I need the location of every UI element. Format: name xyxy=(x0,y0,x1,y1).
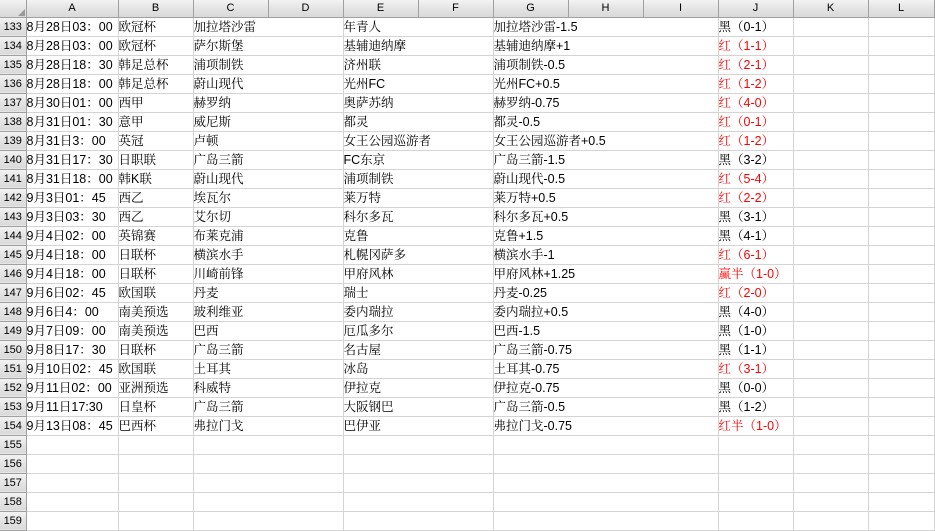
cell-date[interactable]: 8月31日01：30 xyxy=(26,112,118,131)
cell-home-team[interactable] xyxy=(193,511,343,530)
cell-date[interactable] xyxy=(26,435,118,454)
cell-league[interactable]: 日联杯 xyxy=(118,264,193,283)
row-header[interactable]: 157 xyxy=(0,473,26,492)
cell-empty-k[interactable] xyxy=(793,492,868,511)
cell-handicap[interactable]: 莱万特+0.5 xyxy=(493,188,718,207)
cell-away-team[interactable]: 济州联 xyxy=(343,55,493,74)
cell-league[interactable]: 西乙 xyxy=(118,188,193,207)
cell-date[interactable]: 8月31日18：00 xyxy=(26,169,118,188)
cell-date[interactable]: 9月4日18：00 xyxy=(26,245,118,264)
cell-away-team[interactable] xyxy=(343,511,493,530)
cell-handicap[interactable]: 丹麦-0.25 xyxy=(493,283,718,302)
cell-empty-k[interactable] xyxy=(793,150,868,169)
row-header[interactable]: 159 xyxy=(0,511,26,530)
table-row[interactable] xyxy=(0,283,934,302)
row-header[interactable]: 158 xyxy=(0,492,26,511)
cell-result[interactable]: 红（4-0） xyxy=(718,93,793,112)
cell-result[interactable] xyxy=(718,492,793,511)
cell-away-team[interactable]: 年青人 xyxy=(343,17,493,36)
cell-away-team[interactable]: 巴伊亚 xyxy=(343,416,493,435)
row-header[interactable]: 139 xyxy=(0,131,26,150)
cell-league[interactable]: 巴西杯 xyxy=(118,416,193,435)
cell-result[interactable]: 红（3-1） xyxy=(718,359,793,378)
cell-handicap[interactable]: 巴西-1.5 xyxy=(493,321,718,340)
cell-date[interactable]: 9月11日02：00 xyxy=(26,378,118,397)
cell-result[interactable]: 黑（4-1） xyxy=(718,226,793,245)
cell-handicap[interactable]: 甲府风林+1.25 xyxy=(493,264,718,283)
cell-empty-l[interactable] xyxy=(868,93,934,112)
column-header-K[interactable]: K xyxy=(793,0,868,17)
cell-result[interactable]: 红半（1-0） xyxy=(718,416,793,435)
cell-empty-l[interactable] xyxy=(868,492,934,511)
table-row[interactable] xyxy=(0,131,934,150)
table-row[interactable] xyxy=(0,55,934,74)
column-header-C[interactable]: C xyxy=(193,0,268,17)
cell-empty-k[interactable] xyxy=(793,340,868,359)
cell-date[interactable]: 8月30日01：00 xyxy=(26,93,118,112)
cell-date[interactable]: 9月4日02：00 xyxy=(26,226,118,245)
cell-empty-k[interactable] xyxy=(793,55,868,74)
column-header-E[interactable]: E xyxy=(343,0,418,17)
cell-empty-k[interactable] xyxy=(793,302,868,321)
cell-result[interactable]: 黑（1-2） xyxy=(718,397,793,416)
cell-result[interactable]: 红（1-2） xyxy=(718,131,793,150)
cell-empty-l[interactable] xyxy=(868,226,934,245)
row-header[interactable]: 151 xyxy=(0,359,26,378)
cell-away-team[interactable]: 厄瓜多尔 xyxy=(343,321,493,340)
cell-empty-l[interactable] xyxy=(868,359,934,378)
row-header[interactable]: 136 xyxy=(0,74,26,93)
cell-league[interactable]: 欧国联 xyxy=(118,283,193,302)
cell-empty-l[interactable] xyxy=(868,169,934,188)
cell-date[interactable]: 8月28日18：30 xyxy=(26,55,118,74)
cell-empty-k[interactable] xyxy=(793,416,868,435)
cell-date[interactable]: 9月10日02：45 xyxy=(26,359,118,378)
cell-home-team[interactable] xyxy=(193,435,343,454)
cell-league[interactable]: 亚洲预选 xyxy=(118,378,193,397)
cell-date[interactable]: 9月6日02：45 xyxy=(26,283,118,302)
table-row[interactable] xyxy=(0,188,934,207)
cell-result[interactable] xyxy=(718,454,793,473)
cell-empty-l[interactable] xyxy=(868,207,934,226)
select-all-corner[interactable] xyxy=(0,0,26,17)
cell-home-team[interactable]: 蔚山现代 xyxy=(193,169,343,188)
row-header[interactable]: 134 xyxy=(0,36,26,55)
cell-date[interactable]: 8月28日18：00 xyxy=(26,74,118,93)
column-header-G[interactable]: G xyxy=(493,0,568,17)
cell-home-team[interactable]: 丹麦 xyxy=(193,283,343,302)
row-header[interactable]: 143 xyxy=(0,207,26,226)
cell-empty-l[interactable] xyxy=(868,511,934,530)
table-row[interactable] xyxy=(0,302,934,321)
cell-handicap[interactable] xyxy=(493,473,718,492)
cell-home-team[interactable]: 艾尔切 xyxy=(193,207,343,226)
cell-empty-k[interactable] xyxy=(793,454,868,473)
cell-empty-k[interactable] xyxy=(793,359,868,378)
cell-away-team[interactable] xyxy=(343,435,493,454)
cell-empty-l[interactable] xyxy=(868,245,934,264)
cell-league[interactable]: 日联杯 xyxy=(118,340,193,359)
cell-empty-l[interactable] xyxy=(868,188,934,207)
cell-handicap[interactable]: 土耳其-0.75 xyxy=(493,359,718,378)
cell-away-team[interactable]: 光州FC xyxy=(343,74,493,93)
cell-home-team[interactable]: 弗拉门戈 xyxy=(193,416,343,435)
cell-empty-k[interactable] xyxy=(793,207,868,226)
cell-league[interactable]: 西乙 xyxy=(118,207,193,226)
cell-result[interactable]: 红（2-0） xyxy=(718,283,793,302)
cell-away-team[interactable]: FC东京 xyxy=(343,150,493,169)
cell-date[interactable]: 9月3日03：30 xyxy=(26,207,118,226)
cell-empty-l[interactable] xyxy=(868,150,934,169)
row-header[interactable]: 141 xyxy=(0,169,26,188)
cell-away-team[interactable]: 女王公园巡游者 xyxy=(343,131,493,150)
cell-empty-l[interactable] xyxy=(868,74,934,93)
cell-handicap[interactable]: 加拉塔沙雷-1.5 xyxy=(493,17,718,36)
cell-away-team[interactable]: 浦项制铁 xyxy=(343,169,493,188)
row-header[interactable]: 149 xyxy=(0,321,26,340)
cell-league[interactable]: 日皇杯 xyxy=(118,397,193,416)
cell-result[interactable]: 黑（0-1） xyxy=(718,17,793,36)
cell-handicap[interactable]: 女王公园巡游者+0.5 xyxy=(493,131,718,150)
cell-empty-l[interactable] xyxy=(868,131,934,150)
cell-league[interactable]: 南美预选 xyxy=(118,321,193,340)
select-all-triangle-icon xyxy=(18,9,25,16)
cell-league[interactable] xyxy=(118,435,193,454)
cell-empty-l[interactable] xyxy=(868,435,934,454)
cell-empty-k[interactable] xyxy=(793,93,868,112)
cell-league[interactable] xyxy=(118,454,193,473)
row-header[interactable]: 148 xyxy=(0,302,26,321)
cell-empty-l[interactable] xyxy=(868,17,934,36)
cell-away-team[interactable]: 委内瑞拉 xyxy=(343,302,493,321)
cell-league[interactable]: 意甲 xyxy=(118,112,193,131)
table-row[interactable] xyxy=(0,397,934,416)
cell-empty-l[interactable] xyxy=(868,302,934,321)
column-header-F[interactable]: F xyxy=(418,0,493,17)
cell-empty-k[interactable] xyxy=(793,17,868,36)
cell-date[interactable]: 8月28日03：00 xyxy=(26,36,118,55)
cell-away-team[interactable]: 伊拉克 xyxy=(343,378,493,397)
cell-away-team[interactable]: 基辅迪纳摩 xyxy=(343,36,493,55)
cell-date[interactable]: 9月7日09：00 xyxy=(26,321,118,340)
cell-league[interactable]: 西甲 xyxy=(118,93,193,112)
row-header[interactable]: 140 xyxy=(0,150,26,169)
cell-home-team[interactable]: 广岛三箭 xyxy=(193,340,343,359)
cell-handicap[interactable]: 基辅迪纳摩+1 xyxy=(493,36,718,55)
cell-empty-l[interactable] xyxy=(868,36,934,55)
cell-result[interactable] xyxy=(718,435,793,454)
cell-away-team[interactable]: 都灵 xyxy=(343,112,493,131)
table-row[interactable] xyxy=(0,226,934,245)
column-header-L[interactable]: L xyxy=(868,0,934,17)
cell-date[interactable] xyxy=(26,511,118,530)
cell-home-team[interactable]: 巴西 xyxy=(193,321,343,340)
table-row[interactable] xyxy=(0,169,934,188)
row-header[interactable]: 152 xyxy=(0,378,26,397)
cell-away-team[interactable]: 瑞士 xyxy=(343,283,493,302)
cell-empty-l[interactable] xyxy=(868,340,934,359)
cell-away-team[interactable]: 冰岛 xyxy=(343,359,493,378)
cell-date[interactable]: 9月11日17:30 xyxy=(26,397,118,416)
cell-league[interactable]: 欧冠杯 xyxy=(118,36,193,55)
cell-empty-l[interactable] xyxy=(868,321,934,340)
cell-date[interactable]: 8月28日03：00 xyxy=(26,17,118,36)
cell-empty-k[interactable] xyxy=(793,74,868,93)
cell-league[interactable]: 日职联 xyxy=(118,150,193,169)
cell-empty-l[interactable] xyxy=(868,416,934,435)
cell-league[interactable]: 日联杯 xyxy=(118,245,193,264)
cell-home-team[interactable]: 川崎前锋 xyxy=(193,264,343,283)
row-header[interactable]: 135 xyxy=(0,55,26,74)
cell-result[interactable]: 红（2-2） xyxy=(718,188,793,207)
cell-handicap[interactable]: 光州FC+0.5 xyxy=(493,74,718,93)
cell-date[interactable]: 9月4日18：00 xyxy=(26,264,118,283)
cell-away-team[interactable] xyxy=(343,454,493,473)
row-header[interactable]: 146 xyxy=(0,264,26,283)
table-row[interactable] xyxy=(0,340,934,359)
cell-league[interactable]: 南美预选 xyxy=(118,302,193,321)
column-header-I[interactable]: I xyxy=(643,0,718,17)
cell-handicap[interactable]: 委内瑞拉+0.5 xyxy=(493,302,718,321)
cell-empty-l[interactable] xyxy=(868,283,934,302)
cell-home-team[interactable]: 蔚山现代 xyxy=(193,74,343,93)
cell-empty-k[interactable] xyxy=(793,378,868,397)
cell-handicap[interactable]: 广岛三箭-0.5 xyxy=(493,397,718,416)
cell-away-team[interactable]: 莱万特 xyxy=(343,188,493,207)
row-header[interactable]: 142 xyxy=(0,188,26,207)
cell-home-team[interactable]: 浦项制铁 xyxy=(193,55,343,74)
cell-away-team[interactable]: 名古屋 xyxy=(343,340,493,359)
cell-empty-k[interactable] xyxy=(793,283,868,302)
cell-away-team[interactable]: 科尔多瓦 xyxy=(343,207,493,226)
cell-date[interactable]: 9月13日08：45 xyxy=(26,416,118,435)
cell-league[interactable] xyxy=(118,511,193,530)
cell-home-team[interactable] xyxy=(193,454,343,473)
cell-empty-l[interactable] xyxy=(868,55,934,74)
cell-handicap[interactable]: 蔚山现代-0.5 xyxy=(493,169,718,188)
cell-result[interactable] xyxy=(718,473,793,492)
table-row[interactable] xyxy=(0,492,934,511)
cell-empty-k[interactable] xyxy=(793,511,868,530)
cell-away-team[interactable]: 大阪钢巴 xyxy=(343,397,493,416)
table-row[interactable] xyxy=(0,454,934,473)
table-row[interactable] xyxy=(0,359,934,378)
cell-empty-l[interactable] xyxy=(868,112,934,131)
column-header-row xyxy=(0,0,934,17)
cell-empty-l[interactable] xyxy=(868,454,934,473)
cell-handicap[interactable]: 广岛三箭-0.75 xyxy=(493,340,718,359)
cell-home-team[interactable]: 玻利维亚 xyxy=(193,302,343,321)
cell-handicap[interactable] xyxy=(493,435,718,454)
cell-result[interactable]: 红（2-1） xyxy=(718,55,793,74)
cell-league[interactable]: 韩足总杯 xyxy=(118,74,193,93)
row-header[interactable]: 138 xyxy=(0,112,26,131)
cell-empty-k[interactable] xyxy=(793,112,868,131)
cell-league[interactable]: 欧冠杯 xyxy=(118,17,193,36)
table-row[interactable] xyxy=(0,245,934,264)
cell-home-team[interactable]: 卢顿 xyxy=(193,131,343,150)
row-header[interactable]: 144 xyxy=(0,226,26,245)
sheet-body[interactable] xyxy=(0,17,934,530)
cell-home-team[interactable]: 广岛三箭 xyxy=(193,397,343,416)
table-row[interactable] xyxy=(0,378,934,397)
cell-result[interactable] xyxy=(718,511,793,530)
cell-result[interactable]: 红（1-1） xyxy=(718,36,793,55)
row-header[interactable]: 154 xyxy=(0,416,26,435)
cell-league[interactable]: 欧国联 xyxy=(118,359,193,378)
row-header[interactable]: 137 xyxy=(0,93,26,112)
cell-date[interactable] xyxy=(26,492,118,511)
cell-handicap[interactable]: 克鲁+1.5 xyxy=(493,226,718,245)
cell-empty-k[interactable] xyxy=(793,131,868,150)
cell-handicap[interactable]: 广岛三箭-1.5 xyxy=(493,150,718,169)
cell-result[interactable]: 红（1-2） xyxy=(718,74,793,93)
cell-home-team[interactable]: 威尼斯 xyxy=(193,112,343,131)
row-header[interactable]: 145 xyxy=(0,245,26,264)
table-row[interactable] xyxy=(0,150,934,169)
cell-handicap[interactable]: 横滨水手-1 xyxy=(493,245,718,264)
cell-result[interactable]: 黑（0-0） xyxy=(718,378,793,397)
cell-away-team[interactable] xyxy=(343,492,493,511)
cell-home-team[interactable]: 横滨水手 xyxy=(193,245,343,264)
column-header-H[interactable]: H xyxy=(568,0,643,17)
cell-empty-l[interactable] xyxy=(868,473,934,492)
cell-result[interactable]: 黑（1-0） xyxy=(718,321,793,340)
table-row[interactable] xyxy=(0,93,934,112)
table-row[interactable] xyxy=(0,321,934,340)
table-row[interactable] xyxy=(0,36,934,55)
cell-home-team[interactable] xyxy=(193,492,343,511)
cell-league[interactable]: 英冠 xyxy=(118,131,193,150)
cell-result[interactable]: 黑（3-1） xyxy=(718,207,793,226)
cell-home-team[interactable]: 广岛三箭 xyxy=(193,150,343,169)
cell-result[interactable]: 黑（1-1） xyxy=(718,340,793,359)
cell-empty-k[interactable] xyxy=(793,169,868,188)
cell-handicap[interactable]: 伊拉克-0.75 xyxy=(493,378,718,397)
cell-date[interactable]: 9月8日17：30 xyxy=(26,340,118,359)
cell-away-team[interactable]: 奥萨苏纳 xyxy=(343,93,493,112)
cell-result[interactable]: 红（6-1） xyxy=(718,245,793,264)
cell-empty-l[interactable] xyxy=(868,378,934,397)
cell-result[interactable]: 赢半（1-0） xyxy=(718,264,793,283)
cell-empty-k[interactable] xyxy=(793,36,868,55)
table-row[interactable] xyxy=(0,74,934,93)
cell-result[interactable]: 红（0-1） xyxy=(718,112,793,131)
cell-date[interactable] xyxy=(26,454,118,473)
cell-handicap[interactable]: 赫罗纳-0.75 xyxy=(493,93,718,112)
cell-result[interactable]: 红（5-4） xyxy=(718,169,793,188)
cell-date[interactable] xyxy=(26,473,118,492)
cell-home-team[interactable]: 布莱克浦 xyxy=(193,226,343,245)
table-row[interactable] xyxy=(0,17,934,36)
cell-handicap[interactable]: 都灵-0.5 xyxy=(493,112,718,131)
cell-away-team[interactable]: 甲府风林 xyxy=(343,264,493,283)
cell-handicap[interactable] xyxy=(493,454,718,473)
cell-home-team[interactable]: 土耳其 xyxy=(193,359,343,378)
cell-empty-l[interactable] xyxy=(868,264,934,283)
cell-home-team[interactable]: 萨尔斯堡 xyxy=(193,36,343,55)
row-header[interactable]: 150 xyxy=(0,340,26,359)
cell-home-team[interactable] xyxy=(193,473,343,492)
cell-league[interactable]: 韩K联 xyxy=(118,169,193,188)
column-header-A[interactable]: A xyxy=(26,0,118,17)
row-header[interactable]: 147 xyxy=(0,283,26,302)
table-row[interactable] xyxy=(0,416,934,435)
table-row[interactable] xyxy=(0,264,934,283)
cell-date[interactable]: 8月31日3：00 xyxy=(26,131,118,150)
cell-empty-k[interactable] xyxy=(793,245,868,264)
table-row[interactable] xyxy=(0,207,934,226)
cell-league[interactable]: 韩足总杯 xyxy=(118,55,193,74)
cell-empty-k[interactable] xyxy=(793,473,868,492)
column-header-B[interactable]: B xyxy=(118,0,193,17)
cell-result[interactable]: 黑（3-2） xyxy=(718,150,793,169)
table-row[interactable] xyxy=(0,435,934,454)
cell-home-team[interactable]: 埃瓦尔 xyxy=(193,188,343,207)
cell-empty-k[interactable] xyxy=(793,226,868,245)
cell-empty-k[interactable] xyxy=(793,264,868,283)
cell-result[interactable]: 黑（4-0） xyxy=(718,302,793,321)
cell-empty-l[interactable] xyxy=(868,397,934,416)
table-row[interactable] xyxy=(0,511,934,530)
cell-empty-k[interactable] xyxy=(793,321,868,340)
cell-date[interactable]: 8月31日17：30 xyxy=(26,150,118,169)
cell-handicap[interactable]: 科尔多瓦+0.5 xyxy=(493,207,718,226)
cell-home-team[interactable]: 赫罗纳 xyxy=(193,93,343,112)
table-row[interactable] xyxy=(0,112,934,131)
cell-league[interactable]: 英锦赛 xyxy=(118,226,193,245)
cell-home-team[interactable]: 科威特 xyxy=(193,378,343,397)
column-header-D[interactable]: D xyxy=(268,0,343,17)
row-header[interactable]: 133 xyxy=(0,17,26,36)
cell-away-team[interactable]: 札幌冈萨多 xyxy=(343,245,493,264)
cell-away-team[interactable] xyxy=(343,473,493,492)
cell-handicap[interactable]: 浦项制铁-0.5 xyxy=(493,55,718,74)
column-header-J[interactable]: J xyxy=(718,0,793,17)
cell-league[interactable] xyxy=(118,492,193,511)
row-header[interactable]: 156 xyxy=(0,454,26,473)
cell-empty-k[interactable] xyxy=(793,188,868,207)
cell-handicap[interactable]: 弗拉门戈-0.75 xyxy=(493,416,718,435)
table-row[interactable] xyxy=(0,473,934,492)
cell-away-team[interactable]: 克鲁 xyxy=(343,226,493,245)
cell-handicap[interactable] xyxy=(493,492,718,511)
cell-empty-k[interactable] xyxy=(793,435,868,454)
cell-handicap[interactable] xyxy=(493,511,718,530)
cell-date[interactable]: 9月3日01：45 xyxy=(26,188,118,207)
cell-home-team[interactable]: 加拉塔沙雷 xyxy=(193,17,343,36)
row-header[interactable]: 155 xyxy=(0,435,26,454)
cell-league[interactable] xyxy=(118,473,193,492)
cell-empty-k[interactable] xyxy=(793,397,868,416)
row-header[interactable]: 153 xyxy=(0,397,26,416)
cell-date[interactable]: 9月6日4：00 xyxy=(26,302,118,321)
